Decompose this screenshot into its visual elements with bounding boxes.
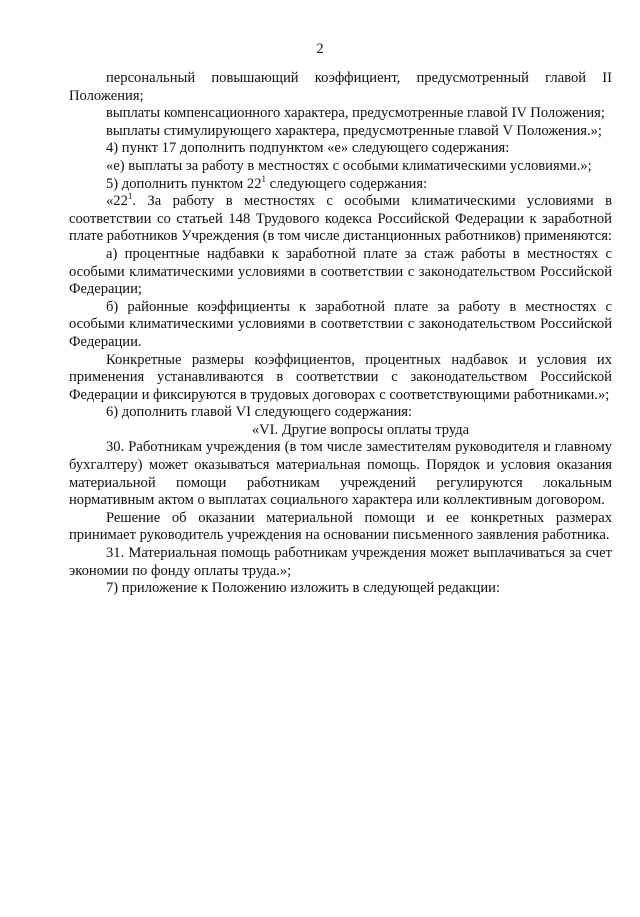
- paragraph-subitem-a: а) процентные надбавки к заработной плате за стаж работы в местностях с особыми климатическими условиями в соответствии с законодательством Российской Федерации;: [69, 245, 612, 298]
- paragraph-item-6: 6) дополнить главой VI следующего содержания:: [106, 404, 413, 421]
- paragraph-subitem-b: б) районные коэффициенты к заработной плате за работу в местностях с особыми климатическими условиями в соответствии с законодательством Российской Федерации.: [69, 298, 612, 350]
- paragraph-subitem-e: «е) выплаты за работу в местностях с особыми климатическими условиями.»;: [106, 157, 592, 174]
- paragraph-22-number: «22: [106, 193, 128, 210]
- chapter-vi-heading: «VI. Другие вопросы оплаты труда: [251, 421, 470, 438]
- paragraph-30: 30. Работникам учреждения (в том числе заместителям руководителя и главному бухгалтеру) может оказываться материальная помощь. Порядок и условия оказания материальной помощи работникам учреждений регулируются локальным нормативным актом о выплатах социального характера или коллективным договором.: [69, 439, 612, 509]
- paragraph-incentive: выплаты стимулирующего характера, предусмотренные главой V Положения.»;: [106, 122, 602, 139]
- paragraph-item-7: 7) приложение к Положению изложить в следующей редакции:: [106, 580, 500, 597]
- paragraph-decision: Решение об оказании материальной помощи и ее конкретных размерах принимает руководитель учреждения на основании письменного заявления работника.: [69, 509, 612, 544]
- paragraph-item-4: 4) пункт 17 дополнить подпунктом «е» следующего содержания:: [106, 140, 510, 157]
- paragraph-item-5: [69, 173, 612, 194]
- item-5-superscript: 1: [261, 173, 267, 184]
- paragraph-compensation: выплаты компенсационного характера, предусмотренные главой IV Положения;: [106, 105, 605, 122]
- paragraph-22-superscript: 1: [127, 191, 133, 202]
- page-number: 2: [316, 41, 324, 57]
- paragraph-22-text: . За работу в местностях с особыми климатическими условиями в соответствии со статьей 148 Трудового кодекса Российской Федерации к заработной плате работников Учреждения (в том числе дистанционных работников) применяются:: [69, 193, 612, 245]
- paragraph-22: [69, 193, 612, 246]
- item-5-text: 5) дополнить пунктом 22: [106, 175, 262, 192]
- paragraph-coefficient: персональный повышающий коэффициент, предусмотренный главой II Положения;: [69, 70, 612, 104]
- document-body: [69, 70, 612, 598]
- paragraph-specific-sizes: Конкретные размеры коэффициентов, процентных надбавок и условия их применения устанавливаются в соответствии с законодательством Российской Федерации и фиксируются в трудовых договорах с соответствующими работниками.»;: [69, 351, 612, 403]
- item-5-tail: следующего содержания:: [266, 175, 428, 192]
- paragraph-31: 31. Материальная помощь работникам учреждения может выплачиваться за счет экономии по фонду оплаты труда.»;: [69, 545, 612, 579]
